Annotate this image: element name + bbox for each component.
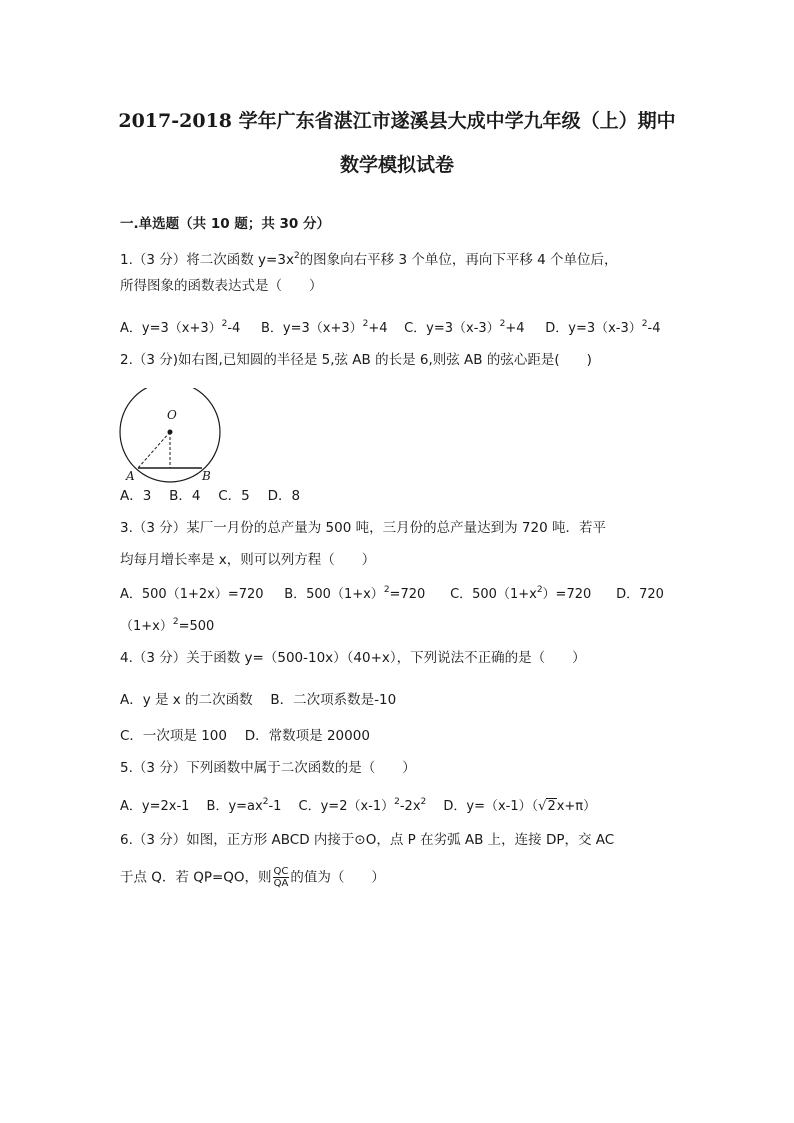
q1-option-b: B．$y=3(x+3)^2+4$ (260, 319, 388, 336)
q3-option-c: C．$500(1+x^2)=720$ (450, 585, 592, 602)
question-5-stem: 5.（3 分）下列函数中属于二次函数的是（ ） (120, 760, 416, 776)
question-5-options: A．y=2x-1 B．$y=ax^2-1$ C．$y=2(x-1)^2-2x^2$ D．y=（x-1）（√2x+π） (120, 797, 597, 814)
radius-oa (138, 432, 170, 468)
label-b: B (202, 469, 211, 483)
q3-option-a: A．500（1+2x）=720 (120, 587, 264, 602)
q1-exponent: 2 (293, 251, 300, 261)
question-2-options: A．3 B．4 C．5 D．8 (120, 488, 301, 504)
q5-options-a-b: A．y=2x-1 B．y=ax (120, 799, 263, 814)
question-4-options-cd: C．一次项是 100 D．常数项是 20000 (120, 728, 370, 744)
section-heading: 一.单选题（共 10 题；共 30 分） (120, 216, 331, 232)
q1-option-d: D．$y=3(x-3)^2-4$ (545, 319, 661, 336)
question-6-line-2: 于点 Q．若 QP=QO，则 $\frac{QC}{QA}$ 的值为（ ） (120, 866, 385, 889)
question-1-line-1 (120, 246, 618, 270)
question-2-stem: 2.（3 分)如右图,已知圆的半径是 5,弦 AB 的长是 6,则弦 AB 的弦心距是( ) (120, 352, 592, 368)
document-title-line-2: 数学模拟试卷 (339, 154, 454, 176)
q1-option-a: A．$y=3(x+3)^2-4$ (120, 319, 241, 336)
question-4-stem: 4.（3 分）关于函数 y=（500-10x）（40+x），下列说法不正确的是（ ） (120, 650, 586, 666)
question-3-options (120, 580, 664, 605)
question-3-line-2: 均每月增长率是 x，则可以列方程（ ） (120, 552, 376, 568)
question-4-options-ab: A．y 是 x 的二次函数 B．二次项系数是-10 (120, 692, 397, 708)
question-6-line-1: 6.（3 分）如图，正方形 ABCD 内接于⊙O，点 P 在劣弧 AB 上，连接 DP，交 AC (120, 832, 615, 848)
q3-option-d: D．720 (616, 587, 664, 602)
circle-chord-figure (116, 388, 226, 488)
q1-option-c: C．$y=3(x-3)^2+4$ (404, 319, 525, 336)
question-1-options (120, 314, 660, 339)
label-a: A (126, 469, 135, 483)
question-1-line-2: 所得图象的函数表达式是（ ） (120, 278, 323, 294)
fraction-qc-qa: $\frac{QC}{QA}$ (273, 866, 289, 889)
label-o: O (167, 408, 177, 422)
document-title-line-1: 2017-2018 学年广东省湛江市遂溪县大成中学九年级（上）期中 (118, 110, 676, 132)
question-3-option-d-continued: $(1+x)^2=500$ (120, 617, 215, 634)
q1-stem-start: 1.（3 分）将二次函数 y=3x (120, 252, 294, 268)
q1-stem-end: 的图象向右平移 3 个单位，再向下平移 4 个单位后， (299, 252, 618, 268)
q3-option-b: B．$500(1+x)^2=720$ (284, 585, 426, 602)
question-3-line-1: 3.（3 分）某厂一月份的总产量为 500 吨，三月份的总产量达到为 720 吨．若平 (120, 520, 606, 536)
sqrt-symbol: √ (538, 799, 547, 814)
